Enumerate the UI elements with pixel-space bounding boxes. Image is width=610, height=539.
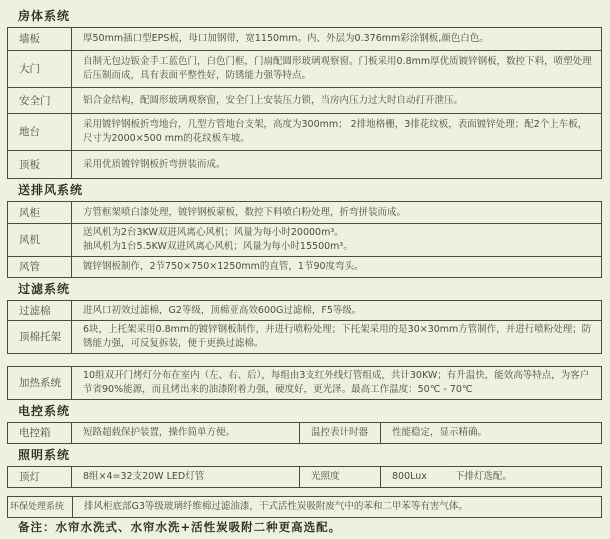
table-row	[8, 367, 602, 400]
lighting-table	[7, 466, 602, 488]
row-text: 方管框架喷白漆处理，镀锌钢板蒙板，数控下料喷白粉处理，折弯拼装而成。	[72, 202, 602, 224]
fan-exhaust-text: 抽风机为1台5.5KW双进风离心风机；风量为每小时15500m³。	[83, 241, 353, 252]
table-row	[8, 114, 602, 151]
filter-table	[7, 300, 602, 354]
row-text: 镀锌钢板制作，2节750×750×1250mm的直管，1节90度弯头。	[72, 257, 602, 278]
table-row	[8, 301, 602, 321]
air-table	[7, 201, 602, 278]
row-label: 风管	[8, 257, 72, 278]
row-label: 地台	[8, 114, 72, 151]
section-title-house: 房体系统	[18, 9, 71, 23]
house-table	[7, 27, 602, 179]
row-label: 安全门	[8, 88, 72, 114]
table-row	[8, 202, 602, 224]
row-label: 电控箱	[8, 423, 72, 444]
row-label-2: 光照度	[300, 467, 381, 488]
row-text: 8组×4=32支20W LED灯管	[72, 467, 300, 488]
table-row	[8, 423, 602, 444]
fan-supply-text: 送风机为2台3KW双进风离心风机；风量为每小时20000m³。	[83, 227, 344, 238]
row-label: 环保处理系统	[8, 497, 73, 518]
electric-table	[7, 422, 602, 444]
row-text: 自制无包边钣金手工蓝色门，白色门框，门扇配圆形玻璃观察窗。门板采用0.8mm厚优质镀锌钢板，数控下料，喷塑处理后压制而成，具有表面平整性好，防锈能力强等特点。	[72, 51, 602, 88]
lux-value: 800Lux	[392, 471, 427, 482]
table-row	[8, 497, 602, 518]
row-label: 顶灯	[8, 467, 72, 488]
row-text: 采用优质镀锌钢板折弯拼装而成。	[72, 151, 602, 179]
table-row	[8, 28, 602, 51]
spacer	[0, 488, 610, 496]
row-text: 短路超载保护装置，操作简单方便。	[72, 423, 300, 444]
spacer	[0, 354, 610, 366]
heating-table	[7, 366, 602, 400]
row-label: 大门	[8, 51, 72, 88]
row-text: 厚50mm插口型EPS板，母口加钢带，宽1150mm。内、外层为0.376mm彩涂钢板,颜色白色。	[72, 28, 602, 51]
table-row	[8, 467, 602, 488]
row-text: 排风柜底部G3等级玻璃纤维棉过滤油漆，干式活性炭吸附废气中的苯和二甲苯等有害气体。	[73, 497, 602, 518]
table-row	[8, 257, 602, 278]
section-title-air: 送排风系统	[18, 183, 84, 197]
row-text: 采用镀锌钢板折弯地台，几型方管地台支架，高度为300mm； 2排地格栅，3排花纹板，表面镀锌处理；配2个上车板，尺寸为2000×500 mm的花纹板车坡。	[72, 114, 602, 151]
table-row	[8, 51, 602, 88]
row-label: 顶棉托架	[8, 321, 72, 354]
table-row	[8, 88, 602, 114]
table-row	[8, 321, 602, 354]
lighting-note: 下排灯选配。	[454, 471, 512, 482]
row-text: 进风口初效过滤棉，G2等级，顶棉亚高效600G过滤棉，F5等级。	[72, 301, 602, 321]
row-text-2	[381, 467, 602, 488]
row-label: 风柜	[8, 202, 72, 224]
section-title-filter: 过滤系统	[18, 282, 71, 296]
eco-table	[7, 496, 602, 518]
row-label: 顶板	[8, 151, 72, 179]
section-title-electric: 电控系统	[18, 404, 71, 418]
row-label-2: 温控表计时器	[300, 423, 381, 444]
table-row	[8, 224, 602, 257]
row-label: 风机	[8, 224, 72, 257]
row-text-2: 性能稳定，显示精确。	[381, 423, 602, 444]
row-label: 过滤棉	[8, 301, 72, 321]
row-text: 10组双开门烤灯分布在室内（左、右、后），每组由3支红外线灯管组成，共计30KW；有升温快，能效高等特点，为客户节省90%能源，而且烤出来的油漆附着力强，硬度好，更光泽。最高工作温度：50℃ - 70℃	[72, 367, 602, 400]
footer-note: 备注：水帘水洗式、水帘水洗+活性炭吸附二种更高选配。	[18, 520, 342, 534]
section-title-lighting: 照明系统	[18, 448, 71, 462]
table-row	[8, 151, 602, 179]
row-label: 加热系统	[8, 367, 72, 400]
row-label: 墙板	[8, 28, 72, 51]
row-text: 6块，上托架采用0.8mm的镀锌钢板制作，并进行喷粉处理；下托架采用的是30×30mm方管制作，并进行喷粉处理；防锈能力强，可反复拆装，便于更换过滤棉。	[72, 321, 602, 354]
row-text	[72, 224, 602, 257]
row-text: 铝合金结构，配圆形玻璃观察窗，安全门上安装压力锁，当房内压力过大时自动打开泄压。	[72, 88, 602, 114]
